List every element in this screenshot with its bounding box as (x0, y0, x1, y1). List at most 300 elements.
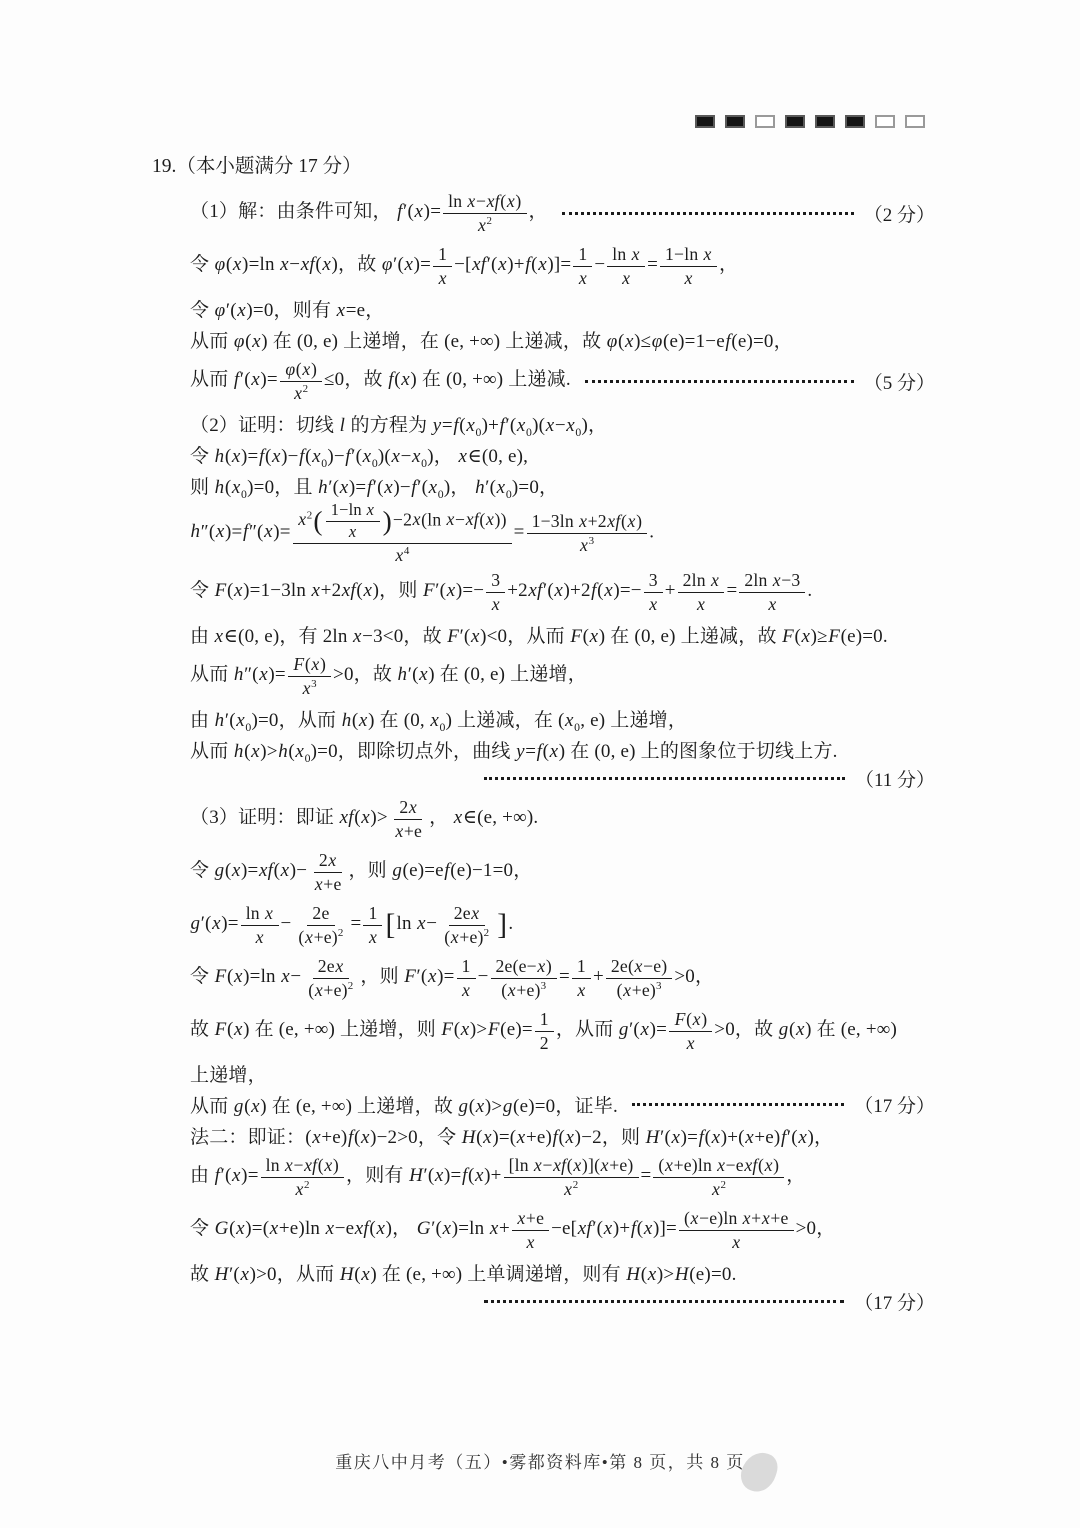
fraction (653, 1155, 784, 1199)
math-variable: f (366, 476, 373, 498)
fraction-denominator (681, 1032, 700, 1053)
math-variable: x (603, 1218, 613, 1240)
math-variable: F (441, 1019, 454, 1041)
solution-line (190, 355, 935, 407)
math-variable: F (487, 1019, 500, 1041)
fraction-denominator (290, 1178, 315, 1199)
fraction (241, 903, 279, 947)
math-variable: x (604, 580, 613, 602)
math-variable: F (214, 1019, 227, 1041)
math-variable: x (697, 593, 706, 614)
math-variable: f (780, 1126, 787, 1148)
fraction-numerator: 1−ln x (660, 244, 717, 266)
math-variable: xf (486, 191, 500, 212)
solution-line (190, 566, 935, 618)
math-variable: φ (381, 254, 393, 276)
math-variable: x (554, 580, 564, 602)
fraction-denominator (390, 544, 415, 565)
math-expression: g′(x)= $\frac{\text{ln x}}{x}$ − $\frac{2e}{(x+e)^2}$ = $\frac{1}{x}$ [ln x− $\frac{2ex}{(x+e)^2}$ ]. (190, 903, 514, 947)
math-variable: g (458, 1095, 469, 1117)
dotted-leader (484, 777, 845, 780)
math-variable: x (745, 1126, 754, 1148)
math-variable: x (305, 926, 314, 947)
math-variable: xf (258, 860, 274, 882)
alignment-square-empty (875, 115, 895, 128)
math-variable: x (404, 254, 414, 276)
math-variable: f (525, 254, 531, 276)
math-variable: h (233, 740, 244, 762)
subscript: 0 (505, 487, 512, 501)
fraction (573, 244, 592, 288)
math-variable: F (293, 654, 305, 675)
math-variable: x (362, 445, 372, 467)
math-variable: f (345, 445, 351, 467)
fraction-denominator (486, 593, 505, 614)
math-variable: f (536, 740, 543, 762)
superscript: 2 (306, 509, 313, 522)
math-variable: f (453, 414, 459, 436)
alignment-square-filled (815, 115, 835, 128)
math-variable: g (233, 1095, 244, 1117)
fraction (739, 570, 805, 614)
solution-body (190, 186, 935, 1316)
page-footer: 重庆八中月考（五）•雾都资料库•第 8 页，共 8 页 (335, 1453, 745, 1472)
math-variable: x (537, 956, 546, 977)
math-variable: xf (472, 254, 487, 276)
solution-line (190, 1288, 935, 1315)
math-variable: x (236, 1218, 245, 1240)
big-bracket: ] (497, 908, 508, 941)
math-variable: x (768, 593, 777, 614)
solution-line (190, 846, 935, 898)
fraction-denominator (521, 1231, 540, 1252)
math-expression: （3）证明：即证 xf(x)> $\frac{2x}{x+e}$ ， x∈(e, +∞). (190, 797, 539, 841)
fraction (261, 1155, 344, 1199)
fraction (669, 1009, 712, 1053)
fraction-numerator: ln x−xf(x) (443, 191, 526, 213)
fraction (678, 570, 725, 614)
fraction-numerator: 1 (572, 956, 591, 978)
fraction (679, 1208, 794, 1252)
alignment-square-filled (725, 115, 745, 128)
math-variable: x (272, 445, 281, 467)
math-variable: x (295, 740, 305, 762)
fraction (363, 903, 382, 947)
math-variable: h (190, 521, 201, 543)
fraction-numerator: ln x (607, 244, 645, 266)
fraction (293, 501, 512, 565)
fraction-numerator: 1 (363, 903, 382, 925)
math-variable: x (361, 1263, 370, 1285)
math-expression: 令 F(x)=1−3ln x+2xf(x)，则 F′(x)=− $\frac{3}{x}$ +2xf′(x)+2f(x)=− $\frac{3}{x}$ + $\frac{\text{2ln x}}{x}$ = $\frac{\text{2ln x−3}}{x}$ . (190, 570, 813, 614)
math-expression: 令 $h(x)=f(x)-f(x_0)-f'(x_0)(x-x_0)$， x∈(0, e), (190, 445, 529, 470)
fraction-numerator: φ(x) (280, 359, 322, 381)
math-variable: x (395, 820, 404, 841)
math-variable: x (328, 850, 337, 871)
math-variable: xf (607, 511, 621, 532)
math-variable: x (578, 267, 587, 288)
math-variable: x (322, 254, 331, 276)
math-variable: x (231, 476, 241, 498)
math-variable: x (311, 580, 321, 602)
dotted-leader (585, 380, 854, 383)
solution-line (190, 793, 935, 845)
fraction-denominator (575, 534, 600, 555)
math-variable: H (409, 1165, 423, 1187)
solution-line (190, 1089, 935, 1119)
fraction-numerator: $x^2$( $\frac{\text{1−ln x}}{x}$ )−2x(ln x−xf(x)) (293, 501, 512, 544)
math-variable: x (430, 709, 439, 731)
math-variable: h (278, 740, 288, 762)
fraction-numerator: 1−3ln x+2xf(x) (527, 511, 648, 533)
fraction-denominator (457, 979, 476, 1000)
math-variable: x (516, 1126, 526, 1148)
superscript: 3 (588, 534, 595, 547)
math-variable: x (232, 254, 242, 276)
fraction-denominator (644, 593, 663, 614)
math-expression: 令 G(x)=(x+e)ln x−exf(x)， G′(x)=ln x+ $\frac{x+e}{x}$ −e[xf′(x)+f(x)]= $\frac{\text{(x−e)ln x+x+e}}{x}$ >0， (190, 1208, 836, 1252)
math-variable: x (252, 330, 261, 352)
fraction-numerator: 1−ln x (326, 501, 380, 522)
math-variable: x (470, 625, 480, 647)
math-variable: x (458, 445, 468, 467)
math-variable: x (251, 740, 260, 762)
solution-line (190, 187, 935, 239)
fraction-numerator: 2ex (449, 903, 485, 925)
big-bracket: ) (382, 506, 392, 537)
math-variable: x (294, 382, 303, 403)
fraction (504, 1155, 639, 1199)
math-variable: h (341, 709, 352, 731)
math-variable: f (258, 445, 265, 467)
math-variable: x (442, 1218, 452, 1240)
math-variable: x (453, 807, 463, 829)
subscript: 0 (575, 425, 582, 439)
math-variable: x (234, 580, 243, 602)
subscript: 0 (439, 720, 446, 734)
math-variable: xf (339, 807, 354, 829)
math-expression: 由 f′(x)= $\frac{\text{ln x−xf(x)}}{x^2}$ ，则有 H′(x)=f(x)+ $\frac{\text{[ln x−xf(x)](x+e)}}{x^2}$ = $\frac{\text{(x+e)ln x−exf(x)}}{x^2}$ ， (190, 1155, 806, 1199)
math-variable: x (395, 544, 404, 565)
fraction-denominator: x+e (314, 873, 342, 894)
math-variable: h (233, 664, 244, 686)
math-variable: x (485, 509, 494, 530)
alignment-square-empty (905, 115, 925, 128)
fraction (535, 1009, 554, 1053)
math-variable: x (517, 1208, 526, 1229)
subscript: 0 (437, 487, 444, 501)
math-variable: H (626, 1263, 641, 1285)
solution-line (190, 650, 935, 702)
math-variable: x (489, 1218, 499, 1240)
math-variable: x (281, 966, 290, 988)
fraction-numerator: x+e (512, 1208, 549, 1230)
math-variable: f (347, 1126, 354, 1148)
fraction-denominator: $(x+e)^2$ (298, 926, 344, 947)
math-variable: x (801, 625, 811, 647)
superscript: 2 (572, 1178, 579, 1191)
math-variable: φ (651, 330, 663, 352)
fraction-numerator: ln x (241, 903, 279, 925)
fraction-denominator (250, 926, 269, 947)
math-variable: F (422, 580, 435, 602)
solution-line (190, 240, 935, 292)
math-variable: x (623, 979, 632, 1000)
math-variable: xf (528, 580, 543, 602)
fraction-denominator (433, 267, 452, 288)
math-expression: 则 $h(x_0)=0$，且 $h'(x)=f'(x)-f'(x_0)$， $h'(x_0)=0$， (190, 476, 559, 501)
math-variable: f (242, 521, 249, 543)
math-variable: x (577, 979, 586, 1000)
fraction-numerator: 3 (486, 570, 505, 592)
subscript: 0 (574, 720, 581, 734)
subscript: 0 (371, 456, 378, 470)
fraction (607, 244, 645, 288)
solution-line (190, 899, 935, 951)
fraction-numerator: 2e(x−e) (606, 956, 672, 978)
math-variable: x (506, 191, 515, 212)
math-variable: f (388, 369, 394, 391)
math-variable: x (251, 369, 260, 391)
math-variable: xf (341, 580, 356, 602)
math-variable: x (302, 677, 311, 698)
math-variable: x (545, 414, 555, 436)
math-variable: xf (304, 1155, 318, 1176)
solution-line (190, 1005, 935, 1057)
math-expression: 从而 φ(x) 在 (0, e) 上递增，在 (e, +∞) 上递减，故 φ(x)≤φ(e)=1−ef(e)=0， (190, 330, 793, 352)
superscript: 2 (486, 214, 493, 227)
fraction-denominator (472, 214, 497, 235)
math-variable: G (214, 1218, 229, 1240)
math-variable: f (725, 330, 731, 352)
fraction (486, 570, 505, 614)
math-variable: x (647, 1263, 657, 1285)
math-variable: x (507, 979, 516, 1000)
math-variable: G (416, 1218, 431, 1240)
math-variable: x (414, 201, 424, 223)
math-variable: g (392, 860, 403, 882)
subscript: 0 (421, 456, 428, 470)
math-variable: x (686, 1032, 695, 1053)
math-variable: f (444, 860, 450, 882)
fraction-numerator: ln x−xf(x) (261, 1155, 344, 1177)
solution-line (190, 1120, 935, 1150)
subscript: 0 (304, 751, 311, 765)
math-variable: xf (300, 254, 315, 276)
math-variable: h (397, 664, 408, 686)
superscript: 2 (337, 926, 344, 939)
fraction-denominator (289, 382, 314, 403)
math-variable: h (214, 709, 225, 731)
superscript: 3 (655, 979, 662, 992)
fraction (288, 654, 331, 698)
alignment-square-filled (695, 115, 715, 128)
fraction (326, 501, 380, 542)
fraction-denominator (559, 1178, 584, 1199)
math-variable: H (645, 1126, 660, 1148)
solution-line (190, 1151, 935, 1203)
math-variable: F (674, 1009, 686, 1030)
math-variable: y (516, 740, 525, 762)
math-variable: x (280, 254, 289, 276)
fraction-denominator (727, 1231, 746, 1252)
math-expression: 令 F(x)=ln x− $\frac{2ex}{(x+e)^2}$ ，则 F′(x)= $\frac{1}{x}$ − $\frac{2e(e-x)}{(x+e)^3}$ = $\frac{1}{x}$ + $\frac{2e(x-e)}{(x+e)^3}$ >0， (190, 956, 715, 1000)
math-variable: F (214, 580, 227, 602)
math-variable: f (630, 1218, 637, 1240)
math-variable: f (698, 1126, 705, 1148)
score-label: （17 分） (854, 1095, 935, 1117)
math-variable: f (397, 201, 403, 223)
big-bracket: ( (313, 506, 323, 537)
subscript: 0 (321, 456, 328, 470)
fraction (293, 903, 348, 947)
math-expression: 法二：即证：(x+e)f(x)−2>0，令 H(x)=(x+e)f(x)−2，则 H′(x)=f(x)+(x+e)f′(x)， (190, 1126, 834, 1148)
math-variable: x (566, 414, 575, 436)
superscript: 4 (403, 544, 410, 557)
solution-line (190, 470, 935, 500)
math-variable: g (778, 1019, 789, 1041)
fraction-denominator (679, 267, 698, 288)
math-variable: x (538, 254, 547, 276)
fraction-denominator (572, 979, 591, 1000)
math-variable: F (570, 625, 583, 647)
subscript: 0 (526, 425, 533, 439)
math-variable: h (214, 445, 225, 467)
math-variable: x (711, 1178, 721, 1199)
math-variable: x (717, 1155, 726, 1176)
math-expression: 令 φ(x)=ln x−xf(x)，故 φ′(x)= $\frac{1}{x}$ −[xf′(x)+f(x)]= $\frac{1}{x}$ − $\frac{\text{ln x}}{x}$ = $\frac{\text{1−ln x}}{x}$ ， (190, 244, 739, 288)
math-expression: 故 F(x) 在 (e, +∞) 上递增，则 F(x)>F(e)= $\frac{1}{2}$ ，从而 g′(x)= $\frac{F(x)}{x}$ >0，故 g(x) 在 (e, +∞) (190, 1009, 898, 1053)
math-variable: x (466, 414, 475, 436)
dotted-leader (632, 1103, 844, 1106)
math-variable: x (269, 1218, 279, 1240)
superscript: 2 (347, 979, 354, 992)
fraction (491, 956, 557, 1000)
math-variable: x (428, 476, 438, 498)
math-variable: x (366, 500, 375, 519)
score-label: （17 分） (854, 1293, 935, 1315)
fraction-numerator: (x+e)ln x−exf(x) (653, 1155, 784, 1177)
math-variable: x (412, 445, 421, 467)
math-variable: x (314, 979, 323, 1000)
fraction-denominator (763, 593, 782, 614)
fraction-denominator: $(x+e)^3$ (501, 979, 547, 1000)
math-variable: x (450, 926, 459, 947)
math-expression: 令 φ′(x)=0，则有 x=e， (190, 299, 385, 321)
math-variable: x (732, 1231, 741, 1252)
math-variable: x (579, 511, 588, 532)
math-variable: xf (354, 1218, 369, 1240)
math-variable: F (828, 625, 841, 647)
math-variable: x (255, 926, 264, 947)
math-variable: x (565, 709, 574, 731)
fraction (660, 244, 717, 288)
big-bracket: [ (385, 908, 396, 941)
fraction-denominator (617, 267, 636, 288)
fraction-denominator (692, 593, 711, 614)
math-variable: x (312, 445, 321, 467)
fraction (527, 511, 648, 555)
math-variable: x (298, 509, 307, 530)
math-variable: h (475, 476, 485, 498)
math-variable: x (761, 1208, 770, 1229)
fraction (457, 956, 476, 1000)
math-variable: H (674, 1263, 689, 1285)
fraction-denominator: 2 (539, 1032, 549, 1053)
math-variable: f (591, 580, 597, 602)
math-variable: g (618, 1019, 629, 1041)
math-variable: x (312, 1126, 321, 1148)
fraction-numerator: [ln x−xf(x)](x+e) (504, 1155, 639, 1177)
fraction-numerator: 2x (394, 797, 422, 819)
math-variable: x (212, 913, 221, 935)
solution-line (190, 1204, 935, 1256)
math-variable: x (237, 299, 246, 321)
fraction-numerator: 1 (433, 244, 452, 266)
fraction-denominator: $(x+e)^3$ (616, 979, 662, 1000)
solution-line (190, 501, 935, 565)
math-variable: x (231, 860, 241, 882)
math-variable: x (417, 913, 426, 935)
math-variable: x (467, 191, 476, 212)
solution-line (190, 765, 935, 792)
math-variable: x (339, 476, 349, 498)
math-variable: H (461, 1126, 476, 1148)
math-variable: f (214, 1165, 221, 1187)
page-alignment-marks (695, 115, 925, 128)
math-variable: x (711, 1126, 721, 1148)
math-variable: x (348, 521, 357, 541)
math-variable: φ (606, 330, 618, 352)
math-variable: x (526, 1231, 535, 1252)
dotted-leader (562, 212, 854, 215)
math-variable: x (580, 534, 589, 555)
math-variable: x (361, 807, 370, 829)
math-variable: x (264, 903, 273, 924)
solution-line (190, 734, 935, 764)
math-variable: x (671, 1126, 681, 1148)
solution-line (190, 408, 935, 438)
math-variable: x (412, 509, 421, 530)
math-variable: x (360, 1126, 370, 1148)
alignment-square-filled (845, 115, 865, 128)
math-variable: x (533, 1155, 542, 1176)
math-variable: x (627, 511, 636, 532)
math-variable: x (391, 445, 401, 467)
superscript: 2 (302, 382, 309, 395)
math-variable: φ (214, 299, 226, 321)
fraction-numerator: 2ln x−3 (739, 570, 805, 592)
fraction (443, 191, 526, 235)
superscript: 3 (311, 677, 317, 690)
math-expression: 令 g(x)=xf(x)− $\frac{2x}{x+e}$ ，则 g(e)=ef(e)−1=0， (190, 850, 533, 894)
fraction (280, 359, 322, 403)
math-variable: x (483, 1126, 492, 1148)
math-variable: x (236, 709, 245, 731)
math-variable: x (692, 1009, 701, 1030)
fraction (390, 797, 427, 841)
superscript: 2 (304, 1178, 310, 1191)
math-variable: x (446, 509, 455, 530)
math-variable: x (475, 1095, 485, 1117)
math-variable: x (471, 903, 480, 924)
solution-line (190, 1257, 935, 1287)
dotted-leader (484, 1300, 844, 1303)
math-expression: 故 H′(x)>0，从而 H(x) 在 (e, +∞) 上单调递增，则有 H(x)>H(e)=0. (190, 1263, 737, 1285)
math-variable: x (401, 369, 410, 391)
fraction (512, 1208, 549, 1252)
fraction-denominator (573, 267, 592, 288)
